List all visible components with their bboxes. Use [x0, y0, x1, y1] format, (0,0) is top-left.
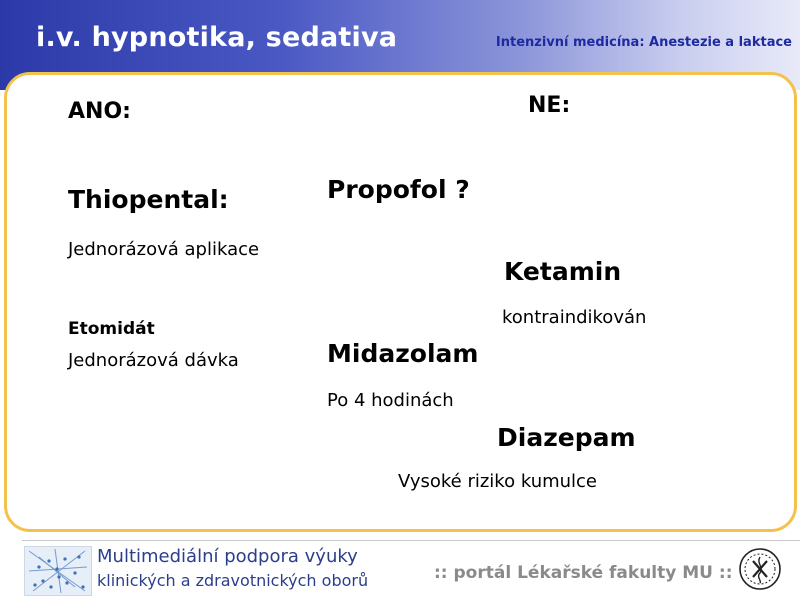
- midazolam-note: Po 4 hodinách: [327, 390, 454, 411]
- midazolam-heading: Midazolam: [327, 339, 479, 368]
- propofol-heading: Propofol ?: [327, 175, 470, 204]
- etomidat-note: Jednorázová dávka: [68, 350, 239, 371]
- ketamin-note: kontraindikován: [502, 307, 647, 328]
- thiopental-note: Jednorázová aplikace: [68, 239, 260, 260]
- ketamin-heading: Ketamin: [504, 257, 622, 286]
- footer-logo-line2: klinických a zdravotnických oborů: [97, 571, 369, 590]
- thiopental-heading: Thiopental:: [68, 185, 229, 214]
- diazepam-heading: Diazepam: [497, 423, 636, 452]
- footer-logo-line1: Multimediální podpora výuky: [97, 546, 358, 567]
- slide-title: i.v. hypnotika, sedativa: [36, 22, 398, 53]
- content-panel: [4, 72, 797, 532]
- ne-heading: NE:: [528, 93, 571, 118]
- university-seal-icon: [738, 547, 782, 591]
- etomidat-heading: Etomidát: [68, 319, 155, 339]
- diazepam-note: Vysoké riziko kumulce: [398, 471, 598, 492]
- network-logo-icon: [24, 546, 92, 596]
- footer-divider: [22, 540, 800, 541]
- portal-link[interactable]: :: portál Lékařské fakulty MU ::: [434, 563, 733, 583]
- ano-heading: ANO:: [68, 99, 131, 124]
- course-name: Intenzivní medicína: Anestezie a laktace: [495, 35, 792, 50]
